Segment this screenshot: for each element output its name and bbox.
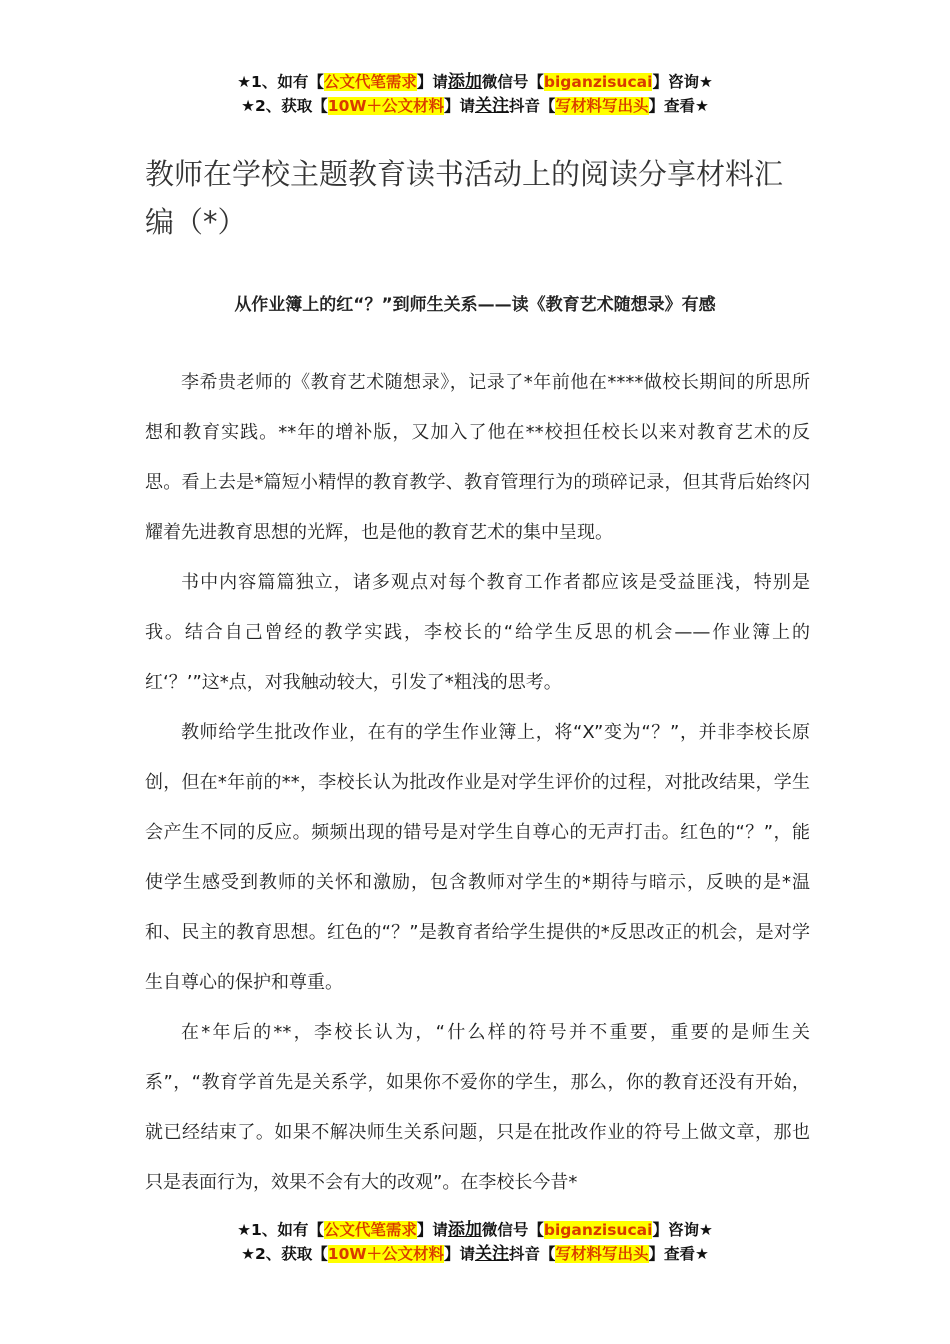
paragraph: 教师给学生批改作业，在有的学生作业簿上，将“X”变为“？”，并非李校长原创，但在*年前的**，李校长认为批改作业是对学生评价的过程，对批改结果，学生会产生不同的反应。频频出现的错号是对学生自尊心的无声打击。红色的“？”，能使学生感受到教师的关怀和激励，包含教师对学生的*期待与暗示，反映的是*温和、民主的教育思想。红色的“？”是教育者给学生提供的*反思改正的机会，是对学生自尊心的保护和尊重。 xyxy=(145,722,810,993)
banner-highlight: 公文代笔需求 xyxy=(323,73,417,91)
paragraph: 书中内容篇篇独立，诸多观点对每个教育工作者都应该是受益匪浅，特别是我。结合自己曾经的教学实践，李校长的“给学生反思的机会——作业簿上的红‘？’”这*点，对我触动较大，引发了*粗浅的思考。 xyxy=(145,572,810,693)
banner-text: 】请 xyxy=(416,1221,448,1239)
banner-text: 微信号【 xyxy=(481,1221,544,1239)
banner-text: ★1、如有【 xyxy=(237,1221,324,1239)
banner-text: 】请 xyxy=(443,1245,475,1263)
banner-highlight: 10W＋公文材料 xyxy=(327,1245,444,1263)
banner-underline: 关注 xyxy=(474,1244,509,1264)
banner-text: 微信号【 xyxy=(481,73,544,91)
banner-underline: 关注 xyxy=(474,96,509,116)
banner-wechat-id: biganzisucai xyxy=(543,1221,653,1239)
banner-text: 】请 xyxy=(416,73,448,91)
banner-text: 】咨询★ xyxy=(652,1221,713,1239)
banner-highlight: 公文代笔需求 xyxy=(323,1221,417,1239)
banner-line-2 xyxy=(0,1242,950,1266)
banner-text: 抖音【 xyxy=(508,97,556,115)
banner-douyin-id: 写材料写出头 xyxy=(555,1245,649,1263)
paragraph: 在*年后的**，李校长认为，“什么样的符号并不重要，重要的是师生关系”，“教育学首先是关系学，如果你不爱你的学生，那么，你的教育还没有开始，就已经结束了。如果不解决师生关系问题，只是在批改作业的符号上做文章，那也只是表面行为，效果不会有大的改观”。在李校长今昔* xyxy=(145,1022,810,1193)
banner-text: 】请 xyxy=(443,97,475,115)
banner-text: ★2、获取【 xyxy=(241,97,328,115)
banner-line-1 xyxy=(0,70,950,94)
top-banner xyxy=(0,70,950,118)
banner-text: ★2、获取【 xyxy=(241,1245,328,1263)
banner-text: 抖音【 xyxy=(508,1245,556,1263)
bottom-banner xyxy=(0,1218,950,1266)
banner-text: ★1、如有【 xyxy=(237,73,324,91)
banner-wechat-id: biganzisucai xyxy=(543,73,653,91)
banner-text: 】查看★ xyxy=(648,1245,709,1263)
paragraph: 李希贵老师的《教育艺术随想录》，记录了*年前他在****做校长期间的所思所想和教育实践。**年的增补版，又加入了他在**校担任校长以来对教育艺术的反思。看上去是*篇短小精悍的教育教学、教育管理行为的琐碎记录，但其背后始终闪耀着先进教育思想的光辉，也是他的教育艺术的集中呈现。 xyxy=(145,372,810,543)
banner-douyin-id: 写材料写出头 xyxy=(555,97,649,115)
document-subtitle: 从作业簿上的红“？”到师生关系——读《教育艺术随想录》有感 xyxy=(234,295,716,315)
banner-underline: 添加 xyxy=(447,1220,482,1240)
banner-highlight: 10W＋公文材料 xyxy=(327,97,444,115)
document-body xyxy=(145,358,810,1208)
banner-line-1 xyxy=(0,1218,950,1242)
banner-line-2 xyxy=(0,94,950,118)
banner-text: 】查看★ xyxy=(648,97,709,115)
banner-underline: 添加 xyxy=(447,72,482,92)
document-title: 教师在学校主题教育读书活动上的阅读分享材料汇编（*） xyxy=(145,157,784,239)
banner-text: 】咨询★ xyxy=(652,73,713,91)
